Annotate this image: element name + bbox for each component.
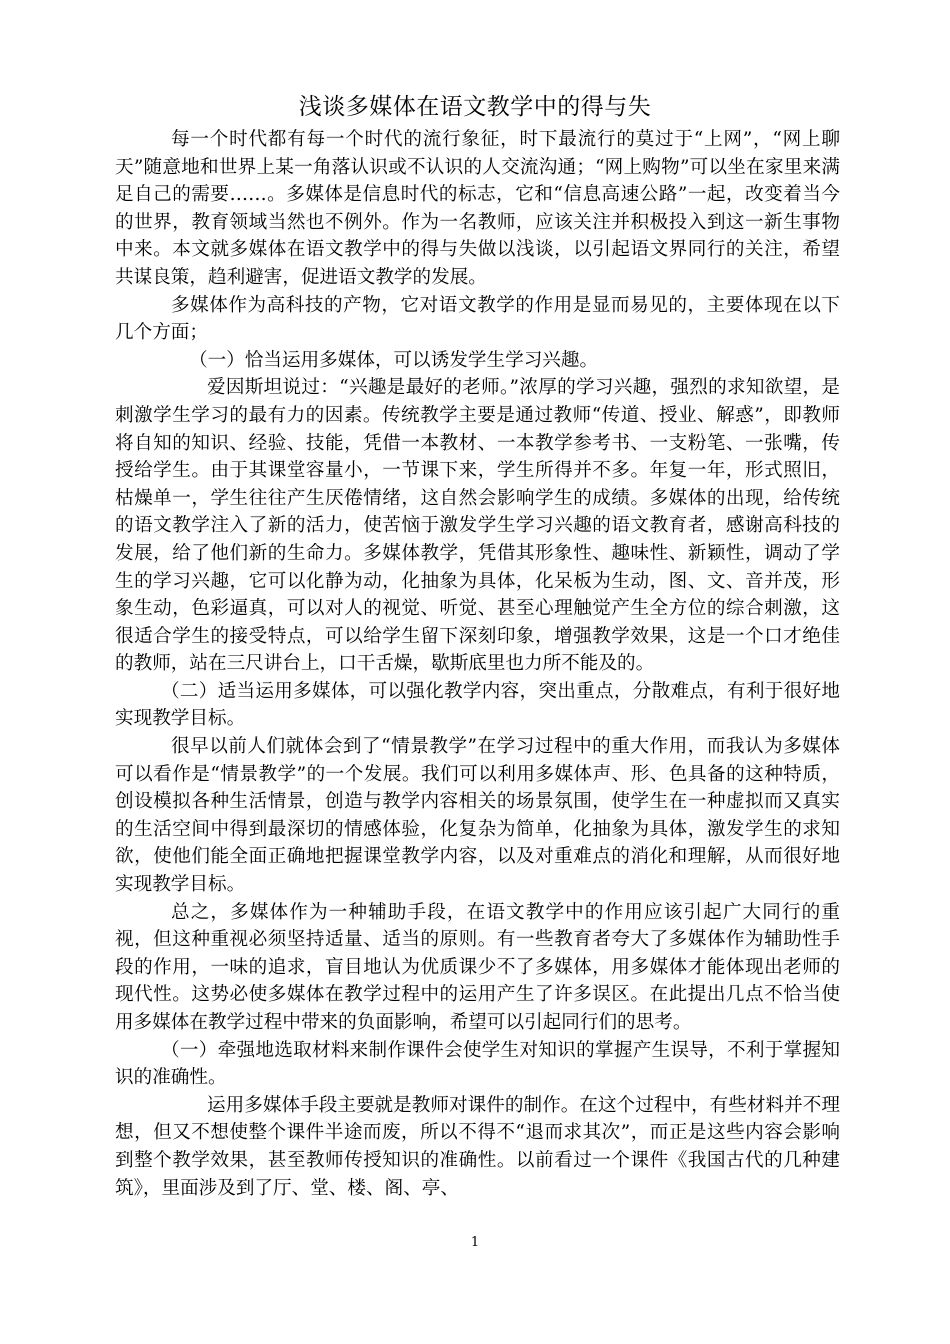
paragraph-summary: 总之，多媒体作为一种辅助手段，在语文教学中的作用应该引起广大同行的重视，但这种重视必须坚持适量、适当的原则。有一些教育者夸大了多媒体作为辅助性手段的作用，一味的追求，盲目地认为优质课少不了多媒体，用多媒体才能体现出老师的现代性。这势必使多媒体在教学过程中的运用产生了许多误区。在此提出几点不恰当使用多媒体在教学过程中带来的负面影响，希望可以引起同行们的思考。 [115,901,840,1033]
paragraph-overview: 多媒体作为高科技的产物，它对语文教学的作用是显而易见的，主要体现在以下几个方面； [115,294,840,344]
document-body [115,126,840,1202]
section-heading-2: （二）适当运用多媒体，可以强化教学内容，突出重点，分散难点，有利于很好地实现教学目标。 [115,680,840,730]
section-heading-1: （一）恰当运用多媒体，可以诱发学生学习兴趣。 [189,349,599,371]
paragraph-intro: 每一个时代都有每一个时代的流行象征，时下最流行的莫过于“上网”，“网上聊天”随意地和世界上某一角落认识或不认识的人交流沟通；“网上购物”可以坐在家里来满足自己的需要……。多媒体是信息时代的标志，它和“信息高速公路”一起，改变着当今的世界，教育领域当然也不例外。作为一名教师，应该关注并积极投入到这一新生事物中来。本文就多媒体在语文教学中的得与失做以浅谈，以引起语文界同行的关注，希望共谋良策，趋利避害，促进语文教学的发展。 [115,129,840,288]
paragraph-situational-teaching: 很早以前人们就体会到了“情景教学”在学习过程中的重大作用，而我认为多媒体可以看作是“情景教学”的一个发展。我们可以利用多媒体声、形、色具备的这种特质，创设模拟各种生活情景，创造与教学内容相关的场景氛围，使学生在一种虚拟而又真实的生活空间中得到最深切的情感体验，化复杂为简单，化抽象为具体，激发学生的求知欲，使他们能全面正确地把握课堂教学内容，以及对重难点的消化和理解，从而很好地实现教学目标。 [115,736,840,896]
paragraph-interest: 爱因斯坦说过：“兴趣是最好的老师。”浓厚的学习兴趣，强烈的求知欲望，是刺激学生学习的最有力的因素。传统教学主要是通过教师“传道、授业、解惑”，即教师将自知的知识、经验、技能，凭借一本教材、一本教学参考书、一支粉笔、一张嘴，传授给学生。由于其课堂容量小，一节课下来，学生所得并不多。年复一年，形式照旧，枯燥单一，学生往往产生厌倦情绪，这自然会影响学生的成绩。多媒体的出现，给传统的语文教学注入了新的活力，使苦恼于激发学生学习兴趣的语文教育者，感谢高科技的发展，给了他们新的生命力。多媒体教学，凭借其形象性、趣味性、新颖性，调动了学生的学习兴趣，它可以化静为动，化抽象为具体，化呆板为生动，图、文、音并茂，形象生动，色彩逼真，可以对人的视觉、听觉、甚至心理触觉产生全方位的综合刺激，这很适合学生的接受特点，可以给学生留下深刻印象，增强教学效果，这是一个口才绝佳的教师，站在三尺讲台上，口干舌燥，歇斯底里也力所不能及的。 [115,377,840,675]
paragraph-courseware: 运用多媒体手段主要就是教师对课件的制作。在这个过程中，有些材料并不理想，但又不想使整个课件半途而废，所以不得不“退而求其次”，而正是这些内容会影响到整个教学效果，甚至教师传授知识的准确性。以前看过一个课件《我国古代的几种建筑》，里面涉及到了厅、堂、楼、阁、亭、 [115,1094,840,1199]
page-number: 1 [470,1235,480,1250]
document-title: 浅谈多媒体在语文教学中的得与失 [298,94,652,120]
section-heading-3: （一）牵强地选取材料来制作课件会使学生对知识的掌握产生误导，不利于掌握知识的准确性。 [115,1039,840,1089]
